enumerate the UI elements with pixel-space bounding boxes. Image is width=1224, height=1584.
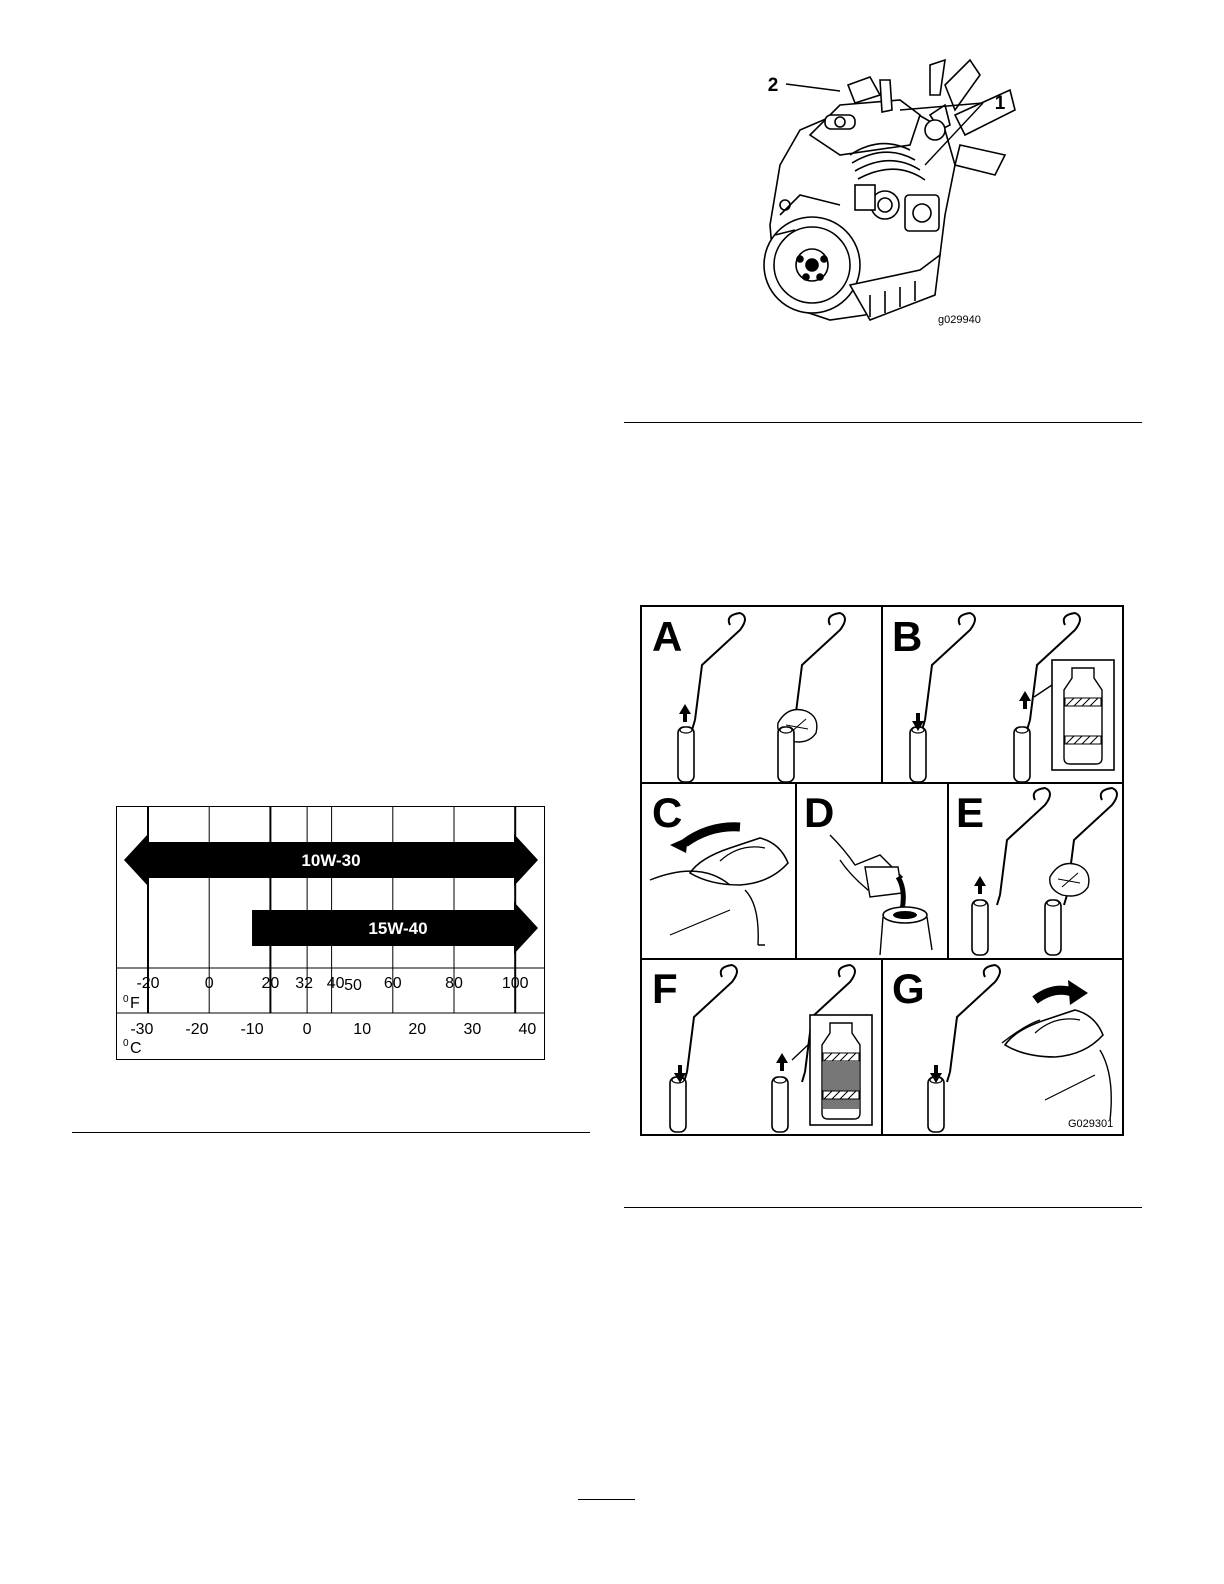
engine-figure xyxy=(740,55,1040,335)
f-tick-32: 32 xyxy=(295,975,314,992)
panel-label-c: C xyxy=(652,789,683,836)
viscosity-label-10W-30: 10W-30 xyxy=(301,851,361,870)
engine-illustration xyxy=(764,60,1015,320)
f-tick-20: 20 xyxy=(261,975,280,992)
f-tick-40: 40 xyxy=(326,975,345,992)
c-tick-0: 0 xyxy=(302,1021,312,1038)
oil-viscosity-chart xyxy=(116,806,546,1061)
c-tick-20: 20 xyxy=(408,1021,427,1038)
callout-1: 1 xyxy=(994,93,1006,114)
f-tick-50: 50 xyxy=(344,977,362,994)
c-tick-40: 40 xyxy=(518,1021,537,1038)
viscosity-label-15W-40: 15W-40 xyxy=(368,919,428,938)
f-tick-60: 60 xyxy=(383,975,402,992)
panel-label-e: E xyxy=(956,789,985,836)
f-unit-label: F xyxy=(130,995,140,1012)
c-tick--10: -10 xyxy=(240,1021,264,1038)
panel-label-f: F xyxy=(652,965,678,1012)
figure-id-dipstick: G029301 xyxy=(1068,1118,1114,1130)
divider-right-2 xyxy=(624,1207,1142,1208)
dipstick-procedure-figure xyxy=(640,605,1125,1137)
f-tick--20: -20 xyxy=(136,975,160,992)
figure-id-engine: g029940 xyxy=(938,314,981,326)
c-tick--20: -20 xyxy=(185,1021,209,1038)
c-unit-superscript: 0 xyxy=(123,1038,129,1049)
c-tick-30: 30 xyxy=(463,1021,482,1038)
divider-right-1 xyxy=(624,422,1142,423)
c-tick--30: -30 xyxy=(130,1021,154,1038)
c-tick-10: 10 xyxy=(353,1021,372,1038)
panel-label-g: G xyxy=(892,965,925,1012)
panel-label-b: B xyxy=(892,613,923,660)
panel-label-a: A xyxy=(652,613,683,660)
page-number-rule xyxy=(578,1499,635,1500)
panel-label-d: D xyxy=(804,789,835,836)
f-unit-superscript: 0 xyxy=(123,994,129,1005)
f-tick-80: 80 xyxy=(445,975,463,992)
callout-2: 2 xyxy=(767,75,779,96)
f-tick-0: 0 xyxy=(204,975,214,992)
f-tick-100: 100 xyxy=(501,975,529,992)
c-unit-label: C xyxy=(130,1040,142,1057)
divider-left xyxy=(72,1132,590,1133)
